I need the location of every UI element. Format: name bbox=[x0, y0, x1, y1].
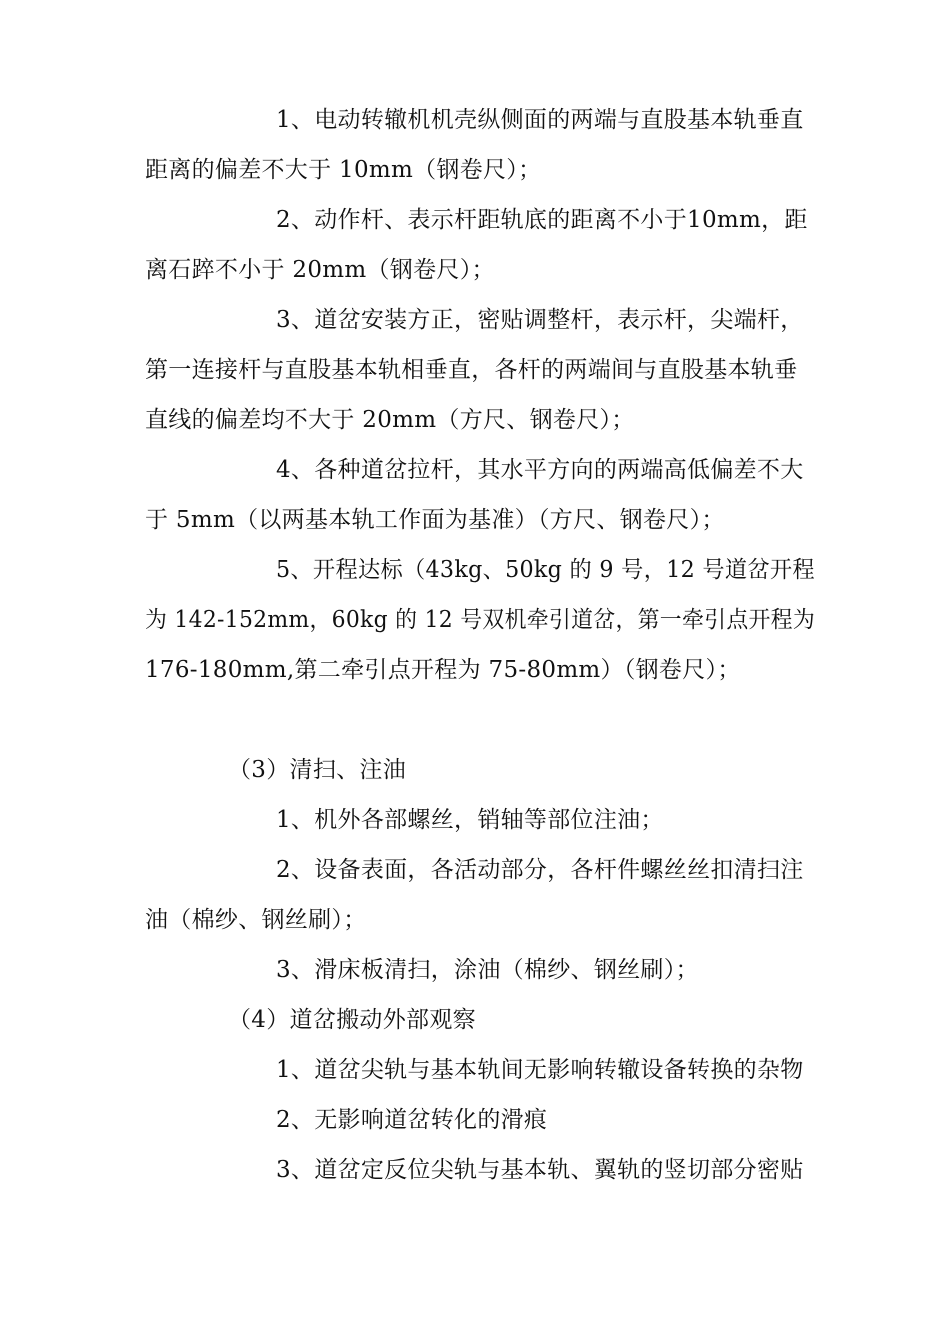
section-3-item-2-line-1: 2、设备表面，各活动部分，各杆件螺丝丝扣清扫注 bbox=[276, 857, 804, 883]
item-2-line-2: 离石踤不小于 20mm（钢卷尺）； bbox=[145, 257, 495, 283]
section-3-item-3: 3、滑床板清扫，涂油（棉纱、钢丝刷）； bbox=[276, 957, 699, 983]
item-1-line-2: 距离的偏差不大于 10mm（钢卷尺）； bbox=[145, 157, 542, 183]
section-4-item-1: 1、道岔尖轨与基本轨间无影响转辙设备转换的杂物 bbox=[276, 1057, 804, 1083]
item-3-line-3: 直线的偏差均不大于 20mm（方尺、钢卷尺）； bbox=[145, 407, 635, 433]
section-4-item-2: 2、无影响道岔转化的滑痕 bbox=[276, 1107, 548, 1133]
item-2-line-1: 2、动作杆、表示杆距轨底的距离不小于10mm，距 bbox=[276, 207, 808, 233]
section-4-item-3: 3、道岔定反位尖轨与基本轨、翼轨的竖切部分密贴 bbox=[276, 1157, 804, 1183]
item-5-line-2: 为 142-152mm，60kg 的 12 号双机牵引道岔，第一牵引点开程为 bbox=[145, 607, 816, 633]
section-3-item-1: 1、机外各部螺丝，销轴等部位注油； bbox=[276, 807, 664, 833]
item-4-line-1: 4、各种道岔拉杆，其水平方向的两端高低偏差不大 bbox=[276, 457, 804, 483]
item-3-line-2: 第一连接杆与直股基本轨相垂直，各杆的两端间与直股基本轨垂 bbox=[145, 357, 798, 383]
item-4-line-2: 于 5mm（以两基本轨工作面为基准）（方尺、钢卷尺）； bbox=[145, 507, 725, 533]
item-1-line-1: 1、电动转辙机机壳纵侧面的两端与直股基本轨垂直 bbox=[276, 107, 804, 133]
item-5-line-1: 5、开程达标（43kg、50kg 的 9 号，12 号道岔开程 bbox=[276, 557, 815, 583]
item-3-line-1: 3、道岔安装方正，密贴调整杆，表示杆，尖端杆， bbox=[276, 307, 804, 333]
item-5-line-3: 176-180mm,第二牵引点开程为 75-80mm）（钢卷尺）； bbox=[145, 657, 741, 683]
section-3-heading: （3）清扫、注油 bbox=[228, 757, 407, 783]
section-3-item-2-line-2: 油（棉纱、钢丝刷）； bbox=[145, 907, 367, 933]
section-4-heading: （4）道岔搬动外部观察 bbox=[228, 1007, 476, 1033]
